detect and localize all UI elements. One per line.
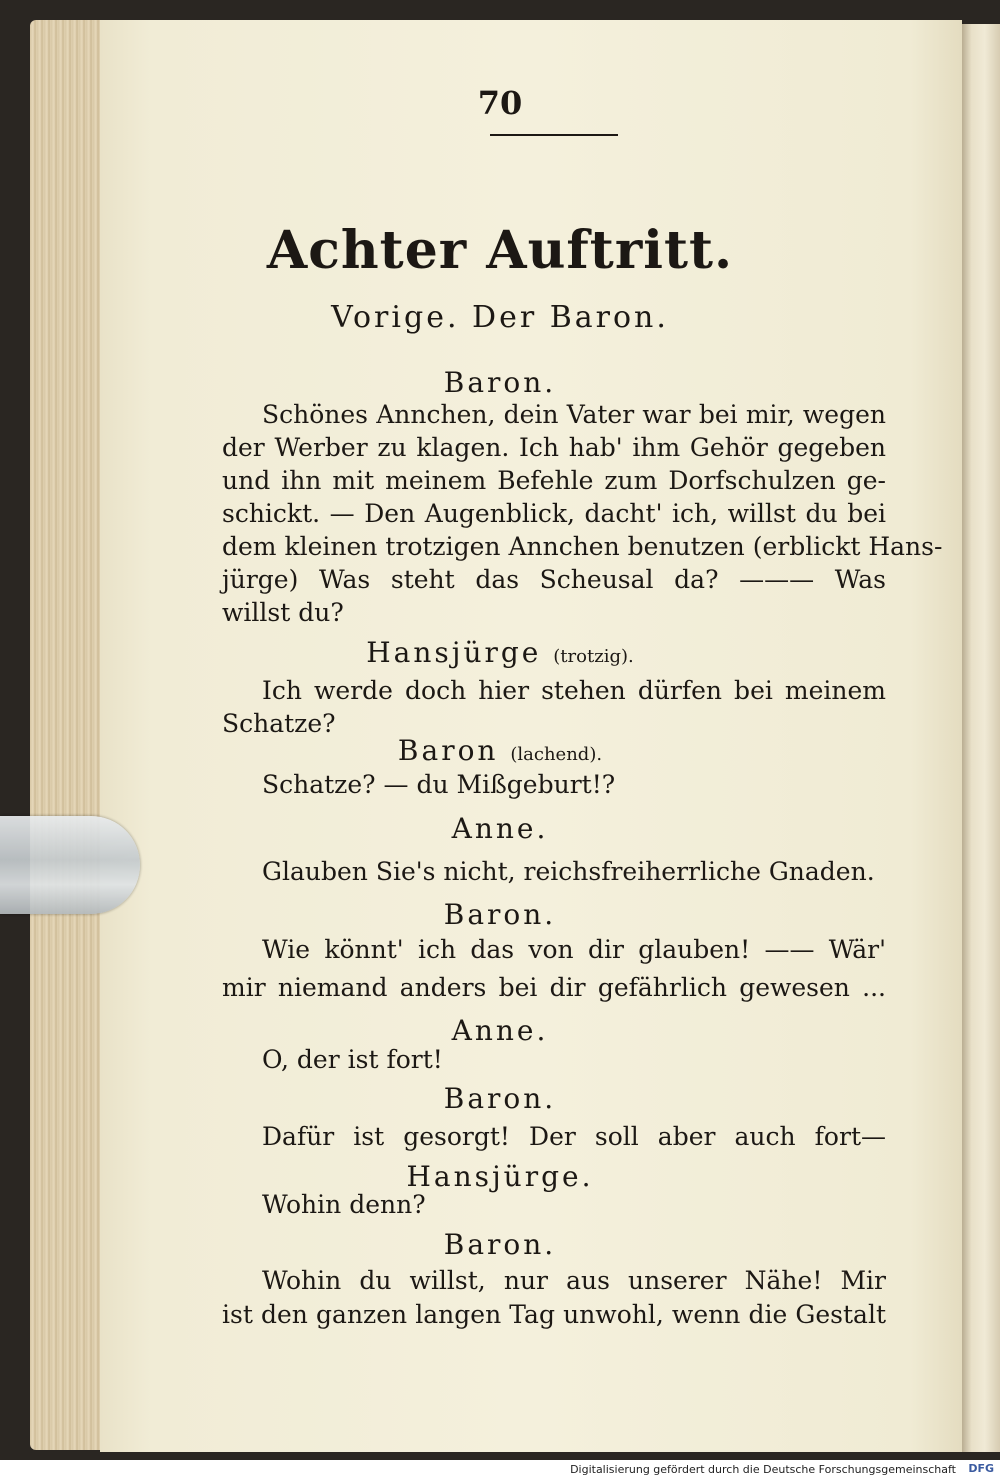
speaker-heading bbox=[0, 734, 1000, 767]
dialogue-line: ist den ganzen langen Tag unwohl, wenn die Gestalt bbox=[222, 1300, 886, 1329]
speaker-name: Hansjürge. bbox=[406, 1160, 594, 1193]
speaker-name: Baron bbox=[397, 734, 499, 767]
speaker-name: Baron. bbox=[443, 1228, 557, 1261]
dialogue-line: Glauben Sie's nicht, reichsfreiherrliche Gnaden. bbox=[262, 857, 875, 886]
dialogue-line: Schatze? bbox=[222, 709, 336, 738]
dialogue-line: Schönes Annchen, dein Vater war bei mir, wegen bbox=[262, 400, 886, 429]
dfg-logo: DFG bbox=[968, 1462, 994, 1475]
cast-line: Vorige. Der Baron. bbox=[331, 300, 669, 335]
page-number-rule bbox=[490, 134, 618, 136]
dialogue-line: und ihn mit meinem Befehle zum Dorfschulzen ge- bbox=[222, 466, 886, 495]
dialogue-line: Wohin denn? bbox=[262, 1190, 426, 1219]
stage-direction: (lachend). bbox=[510, 744, 603, 765]
dialogue-line: der Werber zu klagen. Ich hab' ihm Gehör gegeben bbox=[222, 433, 886, 462]
speaker-name: Baron. bbox=[443, 898, 557, 931]
dialogue-line: willst du? bbox=[222, 598, 344, 627]
speaker-name: Anne. bbox=[451, 812, 549, 845]
dialogue-line: dem kleinen trotzigen Annchen benutzen (erblickt Hans- bbox=[222, 532, 943, 561]
page-number: 70 bbox=[477, 84, 523, 122]
digitization-credit: Digitalisierung gefördert durch die Deutsche Forschungsgemeinschaft bbox=[570, 1463, 956, 1476]
dialogue-line: Schatze? — du Mißgeburt!? bbox=[262, 770, 616, 799]
speaker-name: Anne. bbox=[451, 1014, 549, 1047]
speaker-name: Baron. bbox=[443, 366, 557, 399]
dialogue-line: O, der ist fort! bbox=[262, 1045, 443, 1074]
speaker-name: Hansjürge bbox=[366, 636, 542, 669]
dialogue-line: Wohin du willst, nur aus unserer Nähe! Mir bbox=[262, 1266, 886, 1295]
scene-title: Achter Auftritt. bbox=[266, 220, 734, 281]
stage-direction: (trotzig). bbox=[553, 646, 634, 667]
speaker-heading bbox=[0, 636, 1000, 669]
speaker-name: Baron. bbox=[443, 1082, 557, 1115]
dialogue-line: schickt. — Den Augenblick, dacht' ich, willst du bei bbox=[222, 499, 886, 528]
dialogue-line: Ich werde doch hier stehen dürfen bei meinem bbox=[262, 676, 886, 705]
dialogue-line: mir niemand anders bei dir gefährlich gewesen ... bbox=[222, 973, 886, 1002]
dialogue-line: jürge) Was steht das Scheusal da? ——— Was bbox=[222, 565, 886, 594]
dialogue-line: Wie könnt' ich das von dir glauben! —— Wär' bbox=[262, 935, 886, 964]
footer-bar bbox=[0, 1460, 1000, 1481]
dialogue-line: Dafür ist gesorgt! Der soll aber auch fort— bbox=[262, 1122, 886, 1151]
